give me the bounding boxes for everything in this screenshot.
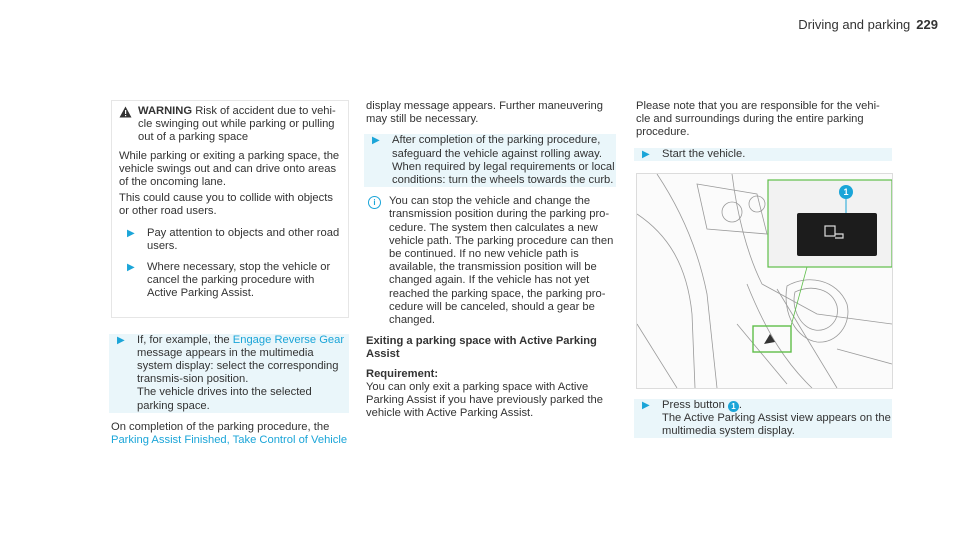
button-badge: 1 [728, 401, 739, 412]
warning-step-2: ▶ Where necessary, stop the vehicle or cancel the parking procedure with Active Parking Assist. [127, 261, 331, 300]
page-number: 229 [916, 17, 938, 32]
warning-box [111, 100, 349, 318]
section-title: Driving and parking [798, 17, 911, 32]
center-console-illustration [637, 174, 892, 388]
warning-step-1: ▶ Pay attention to objects and other road users. [127, 226, 340, 252]
warning-triangle-icon [119, 106, 132, 118]
step-after-completion: ▶ After completion of the parking procedure, safeguard the vehicle against rolling away. When required by legal requirements or local conditions: turn the wheels towards the curb. [364, 134, 616, 187]
info-icon: i [368, 196, 381, 209]
requirement-label: Requirement: [366, 367, 439, 380]
engage-reverse-gear-link[interactable]: Engage Reverse Gear [232, 333, 345, 346]
page-header [798, 17, 938, 32]
callout-number: 1 [843, 186, 849, 197]
section-heading: Exiting a parking space with Active Parking Assist [366, 335, 597, 361]
step-line-2: The vehicle drives into the selected parking space. [137, 386, 312, 412]
step-reverse-gear: ▶ If, for example, the Engage Reverse Gear message appears in the multimedia system display: select the corresponding transmis-sion position. The vehicle drives into the selected parking space. [109, 334, 349, 413]
completion-text: On completion of the parking procedure, the Parking Assist Finished, Take Control of Vehicle [111, 420, 348, 447]
column-middle [366, 100, 616, 420]
step-press-button: ▶ Press button 1 . The Active Parking Assist view appears on the multimedia system display. [634, 399, 892, 439]
warning-body-2: This could cause you to collide with objects or other road users. [119, 192, 333, 218]
column-left [111, 100, 349, 447]
continuation-text: display message appears. Further maneuvering may still be necessary. [366, 100, 603, 126]
warning-body-1: While parking or exiting a parking space, the vehicle swings out and can drive onto areas of the oncoming lane. [119, 149, 340, 189]
bullet-arrow-icon: ▶ [127, 227, 135, 239]
center-console-figure [636, 173, 893, 389]
column-right [636, 100, 892, 446]
warning-label: WARNING [138, 105, 193, 117]
bullet-arrow-icon: ▶ [117, 334, 125, 346]
bullet-arrow-icon: ▶ [642, 399, 650, 411]
bullet-arrow-icon: ▶ [127, 262, 135, 274]
requirement-text: You can only exit a parking space with Active Parking Assist if you have previously parked the vehicle with Active Parking Assist. [366, 380, 603, 420]
bullet-arrow-icon: ▶ [372, 135, 380, 147]
bullet-arrow-icon: ▶ [642, 148, 650, 160]
warning-title: Risk of accident due to vehi-cle swinging out while parking or pulling out of a parking space [138, 105, 336, 144]
responsibility-note: Please note that you are responsible for the vehi-cle and surroundings during the entire parking procedure. [636, 100, 880, 139]
info-note: i You can stop the vehicle and change the transmission position during the parking pro-cedure. The system then calculates a new vehicle path. The parking procedure can then be continued. If no new vehicle path is available, the transmission position will be changed again. If the vehicle has not yet reached the parking space, the parking pro-cedure will be canceled, should a gear be changed. [366, 195, 616, 327]
step-start-vehicle: ▶ Start the vehicle. [634, 148, 892, 161]
parking-assist-finished-link[interactable]: Parking Assist Finished, Take Control of Vehicle [111, 434, 348, 447]
